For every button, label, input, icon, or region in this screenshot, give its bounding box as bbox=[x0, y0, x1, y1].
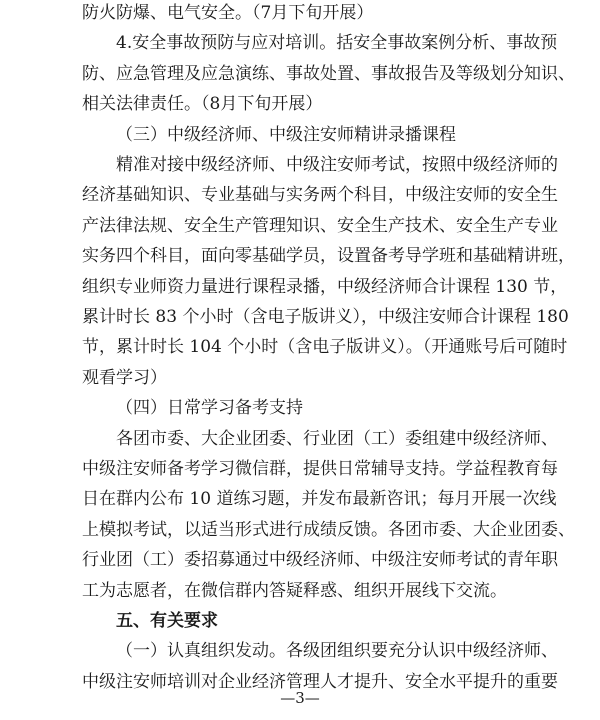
body-text-line: 行业团（工）委招募通过中级经济师、中级注安师考试的青年职 bbox=[82, 550, 558, 570]
body-text-line: 组织专业师资力量进行课程录播，中级经济师合计课程 130 节， bbox=[82, 277, 568, 297]
body-text-line: 经济基础知识、专业基础与实务两个科目，中级注安师的安全生 bbox=[82, 185, 558, 205]
body-text-line: 中级注安师培训对企业经济管理人才提升、安全水平提升的重要 bbox=[82, 672, 558, 692]
body-text-line: 观看学习） bbox=[82, 368, 167, 388]
page-number: —3— bbox=[280, 689, 320, 707]
body-text-line: 各团市委、大企业团委、行业团（工）委组建中级经济师、 bbox=[116, 429, 558, 449]
body-text-line: 实务四个科目，面向零基础学员，设置备考导学班和基础精讲班， bbox=[82, 246, 575, 266]
body-text-line: 节，累计时长 104 个小时（含电子版讲义）。（开通账号后可随时 bbox=[82, 337, 568, 357]
body-text-line: 4.安全事故预防与应对培训。括安全事故案例分析、事故预 bbox=[116, 33, 558, 53]
section-heading: （三）中级经济师、中级注安师精讲录播课程 bbox=[116, 125, 456, 145]
body-text-line: 防、应急管理及应急演练、事故处置、事故报告及等级划分知识、 bbox=[82, 64, 575, 84]
body-text-line: 日在群内公布 10 道练习题，并发布最新咨讯；每月开展一次线 bbox=[82, 489, 557, 509]
body-text-line: 防火防爆、电气安全。（7月下旬开展） bbox=[82, 3, 374, 23]
section-heading: （四）日常学习备考支持 bbox=[116, 398, 303, 418]
chapter-heading: 五、有关要求 bbox=[116, 611, 218, 631]
body-text-line: （一）认真组织发动。各级团组织要充分认识中级经济师、 bbox=[116, 641, 558, 661]
body-text-line: 产法律法规、安全生产管理知识、安全生产技术、安全生产专业 bbox=[82, 216, 558, 236]
body-text-line: 工为志愿者，在微信群内答疑释惑、组织开展线下交流。 bbox=[82, 581, 507, 601]
body-text-line: 累计时长 83 个小时（含电子版讲义），中级注安师合计课程 180 bbox=[82, 307, 569, 327]
body-text-line: 精准对接中级经济师、中级注安师考试，按照中级经济师的 bbox=[116, 155, 558, 175]
body-text-line: 相关法律责任。（8月下旬开展） bbox=[82, 94, 323, 114]
body-text-line: 上模拟考试，以适当形式进行成绩反馈。各团市委、大企业团委、 bbox=[82, 520, 575, 540]
body-text-line: 中级注安师备考学习微信群，提供日常辅导支持。学益程教育每 bbox=[82, 459, 558, 479]
